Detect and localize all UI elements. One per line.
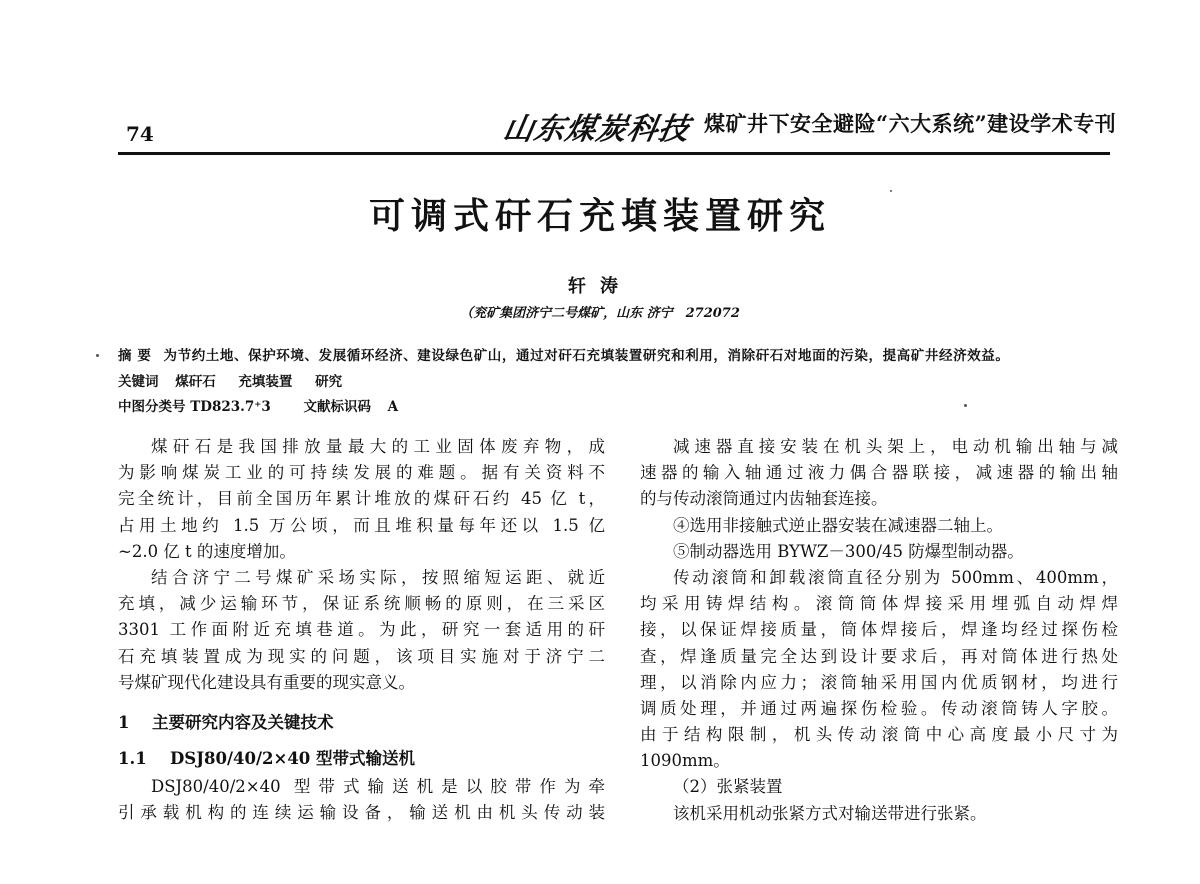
body-line: 传动滚筒和卸载滚筒直径分别为 500mm、400mm， (673, 567, 1118, 587)
right-column (640, 434, 1118, 827)
subsection-heading (118, 746, 605, 772)
body-line: 由于结构限制，机头传动滚筒中心高度最小尺寸为 (640, 725, 1118, 745)
body-line: 均采用铸焊结构。滚筒筒体焊接采用埋弧自动焊焊 (640, 594, 1118, 614)
page-number: 74 (126, 122, 154, 146)
left-column (118, 434, 605, 827)
special-issue-title: 煤矿井下安全避险“六大系统”建设学术专刊 (704, 111, 1117, 136)
article-affiliation: （兖矿集团济宁二号煤矿，山东 济宁 272072 (460, 306, 740, 321)
body-line: 3301 工作面附近充填巷道。为此，研究一套适用的矸 (118, 620, 605, 640)
keywords-label: 关键词 (118, 374, 159, 390)
body-line: 减速器直接安装在机头架上，电动机输出轴与减 (673, 437, 1118, 456)
body-line: 号煤矿现代化建设具有重要的现实意义。 (118, 672, 415, 692)
body-line: 充填，减少运输环节，保证系统顺畅的原则，在三采区 (118, 594, 605, 614)
body-line: 速器的输入轴通过液力偶合器联接，减速器的输出轴 (640, 463, 1118, 483)
scan-speck (96, 354, 99, 357)
section-title: 主要研究内容及关键技术 (152, 712, 334, 732)
body-line: 查，焊逢质量完全达到设计要求后，再对筒体进行热处 (640, 646, 1118, 666)
list-item: ⑤制动器选用 BYWZ－300/45 防爆型制动器。 (673, 541, 1024, 561)
list-item: ④选用非接触式逆止器安装在减速器二轴上。 (673, 515, 1003, 535)
doc-code-label: 文献标识码 (303, 399, 371, 415)
body-line: 调质处理，并通过两遍探伤检验。传动滚筒铸人字胶。 (640, 698, 1118, 718)
keyword: 研究 (315, 374, 343, 390)
scan-speck (964, 404, 967, 407)
keyword: 煤矸石 (175, 374, 216, 390)
subsection-title: DSJ80/40/2×40 型带式输送机 (170, 749, 416, 769)
classification-value: TD823.7⁺3 (190, 399, 271, 415)
body-line: 的与传动滚筒通过内齿轴套连接。 (640, 489, 888, 509)
subsection-number: 1.1 (118, 749, 147, 769)
abstract-text: 为节约土地、保护环境、发展循环经济、建设绿色矿山，通过对矸石充填装置研究和利用，消除矸石对地面的污染，提高矿井经济效益。 (163, 348, 1010, 364)
section-heading (118, 710, 605, 736)
body-line: 接，以保证焊接质量，筒体焊接后，焊逢均经过探伤检 (640, 620, 1118, 640)
body-line: 完全统计，目前全国历年累计堆放的煤矸石约 45 亿 t， (118, 489, 605, 509)
body-line: 为影响煤炭工业的可持续发展的难题。据有关资料不 (118, 463, 605, 483)
body-line: 占用土地约 1.5 万公顷，而且堆积量每年还以 1.5 亿 (118, 515, 605, 535)
keyword: 充填装置 (238, 374, 293, 390)
body-line: 煤矸石是我国排放量最大的工业固体废弃物，成 (151, 437, 605, 456)
article-title: 可调式矸石充填装置研究 (368, 195, 831, 237)
body-line: 引承载机构的连续运输设备，输送机由机头传动装 (118, 803, 605, 823)
classification (118, 395, 398, 415)
scan-speck (890, 190, 892, 192)
body-line: DSJ80/40/2×40 型带式输送机是以胶带作为牵 (151, 777, 605, 797)
body-line: ~2.0 亿 t 的速度增加。 (118, 541, 296, 561)
abstract (118, 344, 1010, 364)
abstract-label: 摘 要 (118, 348, 152, 364)
doc-code-value: A (387, 399, 399, 415)
subsection-heading: （2）张紧装置 (673, 777, 783, 797)
classification-label: 中图分类号 (118, 399, 186, 415)
section-number: 1 (118, 712, 130, 732)
article-author: 轩涛 (568, 276, 632, 297)
body-line: 石充填装置成为现实的问题，该项目实施对于济宁二 (118, 646, 605, 666)
body-line: 结合济宁二号煤矿采场实际，按照缩短运距、就近 (151, 567, 605, 587)
body-line: 1090mm。 (640, 751, 730, 771)
header-divider (118, 152, 1110, 155)
journal-logo: 山东煤炭科技 (500, 112, 693, 147)
body-line: 理，以消除内应力；滚筒轴采用国内优质钢材，均进行 (640, 672, 1118, 692)
body-line: 该机采用机动张紧方式对输送带进行张紧。 (673, 803, 987, 823)
keywords (118, 370, 360, 390)
